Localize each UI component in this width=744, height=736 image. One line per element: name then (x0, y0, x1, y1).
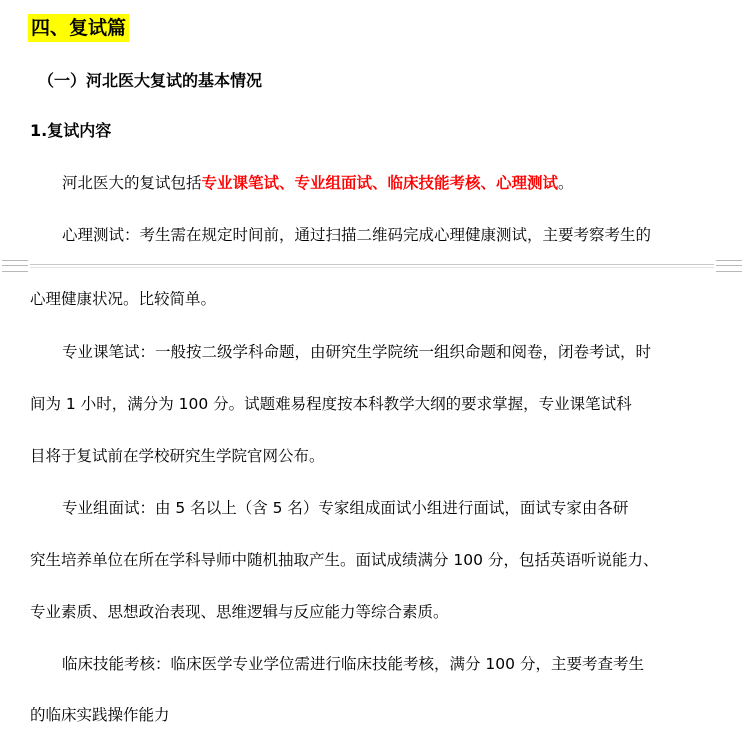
intro-prefix: 河北医大的复试包括 (62, 174, 202, 192)
page-break (0, 258, 744, 272)
written-line-1: 专业课笔试：一般按二级学科命题，由研究生学院统一组织命题和阅卷，闭卷考试，时 (62, 343, 652, 361)
page-break-rule (30, 264, 714, 265)
item-heading: 1.复试内容 (30, 121, 112, 140)
written-line-3: 目将于复试前在学校研究生学院官网公布。 (30, 447, 325, 465)
page-break-right-marker (716, 260, 742, 272)
clinical-line-1: 临床技能考核：临床医学专业学位需进行临床技能考核，满分 100 分，主要考查考生 (62, 655, 644, 673)
intro-emphasis: 专业课笔试、专业组面试、临床技能考核、心理测试 (201, 174, 559, 192)
psych-line-1-text: 心理测试：考生需在规定时间前，通过扫描二维码完成心理健康测试，主要考察考生的 (62, 226, 652, 244)
psych-line-2: 心理健康状况。比较简单。 (30, 290, 217, 308)
written-line-2: 间为 1 小时，满分为 100 分。试题难易程度按本科教学大纲的要求掌握，专业课笔试科 (30, 395, 632, 413)
intro-suffix: 。 (558, 174, 574, 192)
interview-line-3: 专业素质、思想政治表现、思维逻辑与反应能力等综合素质。 (30, 603, 449, 621)
page-break-rule-shadow (30, 267, 714, 268)
section-heading: 四、复试篇 (28, 14, 129, 42)
subsection-heading: （一）河北医大复试的基本情况 (38, 71, 263, 90)
interview-line-2: 究生培养单位在所在学科导师中随机抽取产生。面试成绩满分 100 分，包括英语听说能力、 (30, 551, 659, 569)
intro-paragraph (62, 172, 574, 194)
psych-line-1 (62, 224, 718, 246)
page-break-left-marker (2, 260, 28, 272)
interview-line-1: 专业组面试：由 5 名以上（含 5 名）专家组成面试小组进行面试，面试专家由各研 (62, 499, 629, 517)
clinical-line-2: 的临床实践操作能力 (30, 706, 170, 724)
